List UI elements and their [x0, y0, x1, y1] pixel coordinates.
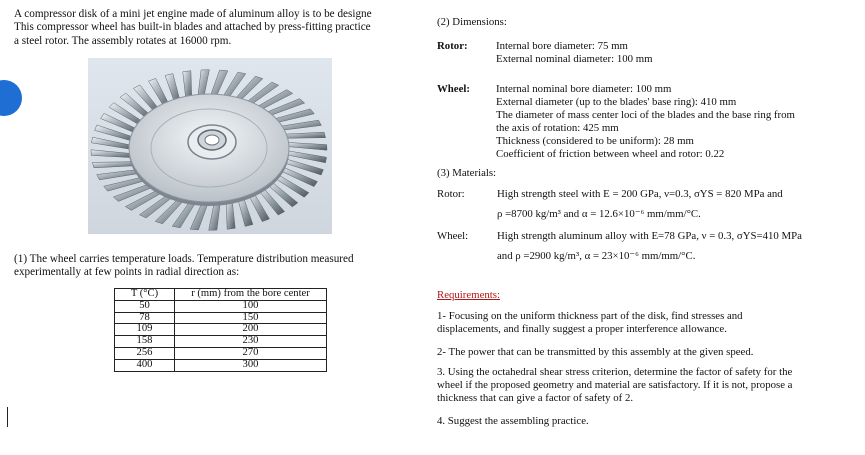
wheel-dimensions	[496, 83, 795, 161]
temperature-table	[114, 288, 327, 372]
temperature-cell: 256	[115, 347, 175, 359]
temperature-intro-line: (1) The wheel carries temperature loads. Temperature distribution measured	[14, 253, 354, 265]
rotor-label: Rotor:	[437, 40, 468, 52]
wheel-dimension-line: External diameter (up to the blades' base ring): 410 mm	[496, 96, 737, 108]
text-cursor	[7, 407, 8, 427]
materials-rotor-line: High strength steel with E = 200 GPa, ν=0.3, σYS = 820 MPa and	[497, 188, 783, 200]
radius-cell: 100	[175, 300, 327, 312]
temperature-intro	[14, 253, 354, 280]
wheel-dimension-line: The diameter of mass center loci of the blades and the base ring from	[496, 109, 795, 121]
rotor-dimensions	[496, 40, 653, 66]
materials-wheel-line: and ρ =2900 kg/m³, α = 23×10⁻⁶ mm/mm/°C.	[497, 250, 696, 262]
table-header-row	[115, 289, 327, 301]
requirement-item	[437, 310, 743, 336]
requirement-line: 3. Using the octahedral shear stress criterion, determine the factor of safety for the	[437, 366, 793, 378]
intro-line: a steel rotor. The assembly rotates at 16000 rpm.	[14, 34, 232, 47]
radius-cell: 270	[175, 347, 327, 359]
wheel-dimension-line: Thickness (considered to be uniform): 28 mm	[496, 135, 694, 147]
materials-wheel-line: High strength aluminum alloy with E=78 GPa, ν = 0.3, σYS=410 MPa	[497, 230, 802, 242]
requirement-item	[437, 415, 589, 428]
wheel-label: Wheel:	[437, 83, 470, 95]
rotor-dimension-line: External nominal diameter: 100 mm	[496, 53, 653, 65]
wheel-dimension-line: the axis of rotation: 425 mm	[496, 122, 619, 134]
wheel-dimension-line: Coefficient of friction between wheel and rotor: 0.22	[496, 148, 725, 160]
table-row	[115, 359, 327, 371]
header-temperature: T (°C)	[115, 289, 175, 301]
requirement-item	[437, 366, 792, 405]
materials-wheel-label: Wheel:	[437, 230, 469, 242]
header-radius: r (mm) from the bore center	[175, 289, 327, 301]
requirement-item	[437, 346, 753, 359]
materials-rotor-label: Rotor:	[437, 188, 465, 200]
intro-line: This compressor wheel has built-in blades and attached by press-fitting practice	[14, 21, 371, 34]
dimensions-heading: (2) Dimensions:	[437, 16, 507, 28]
materials-heading: (3) Materials:	[437, 167, 497, 179]
temperature-cell: 400	[115, 359, 175, 371]
radius-cell: 200	[175, 324, 327, 336]
temperature-cell: 78	[115, 312, 175, 324]
temperature-cell: 109	[115, 324, 175, 336]
side-panel-tab[interactable]	[0, 80, 22, 116]
requirement-line: 4. Suggest the assembling practice.	[437, 415, 589, 427]
materials-rotor-line: ρ =8700 kg/m³ and α = 12.6×10⁻⁶ mm/mm/°C.	[497, 208, 701, 220]
radius-cell: 230	[175, 336, 327, 348]
temperature-intro-line: experimentally at few points in radial direction as:	[14, 266, 240, 279]
radius-cell: 300	[175, 359, 327, 371]
requirement-line: displacements, and finally suggest a proper interference allowance.	[437, 323, 727, 335]
requirements-heading: Requirements:	[437, 289, 500, 301]
table-row	[115, 300, 327, 312]
table-row	[115, 312, 327, 324]
temperature-cell: 50	[115, 300, 175, 312]
requirement-line: 2- The power that can be transmitted by this assembly at the given speed.	[437, 346, 754, 358]
temperature-cell: 158	[115, 336, 175, 348]
requirement-line: wheel if the proposed geometry and material are satisfactory. If it is not, propose a	[437, 379, 793, 391]
requirement-line: thickness that can give a factor of safety of 2.	[437, 392, 634, 404]
wheel-dimension-line: Internal nominal bore diameter: 100 mm	[496, 83, 672, 95]
table-row	[115, 324, 327, 336]
table-row	[115, 336, 327, 348]
table-row	[115, 347, 327, 359]
compressor-wheel-image	[88, 58, 332, 234]
requirement-line: 1- Focusing on the uniform thickness part of the disk, find stresses and	[437, 310, 743, 322]
intro-line: A compressor disk of a mini jet engine made of aluminum alloy is to be designe	[14, 8, 372, 20]
problem-intro	[14, 8, 390, 48]
radius-cell: 150	[175, 312, 327, 324]
rotor-dimension-line: Internal bore diameter: 75 mm	[496, 40, 628, 52]
